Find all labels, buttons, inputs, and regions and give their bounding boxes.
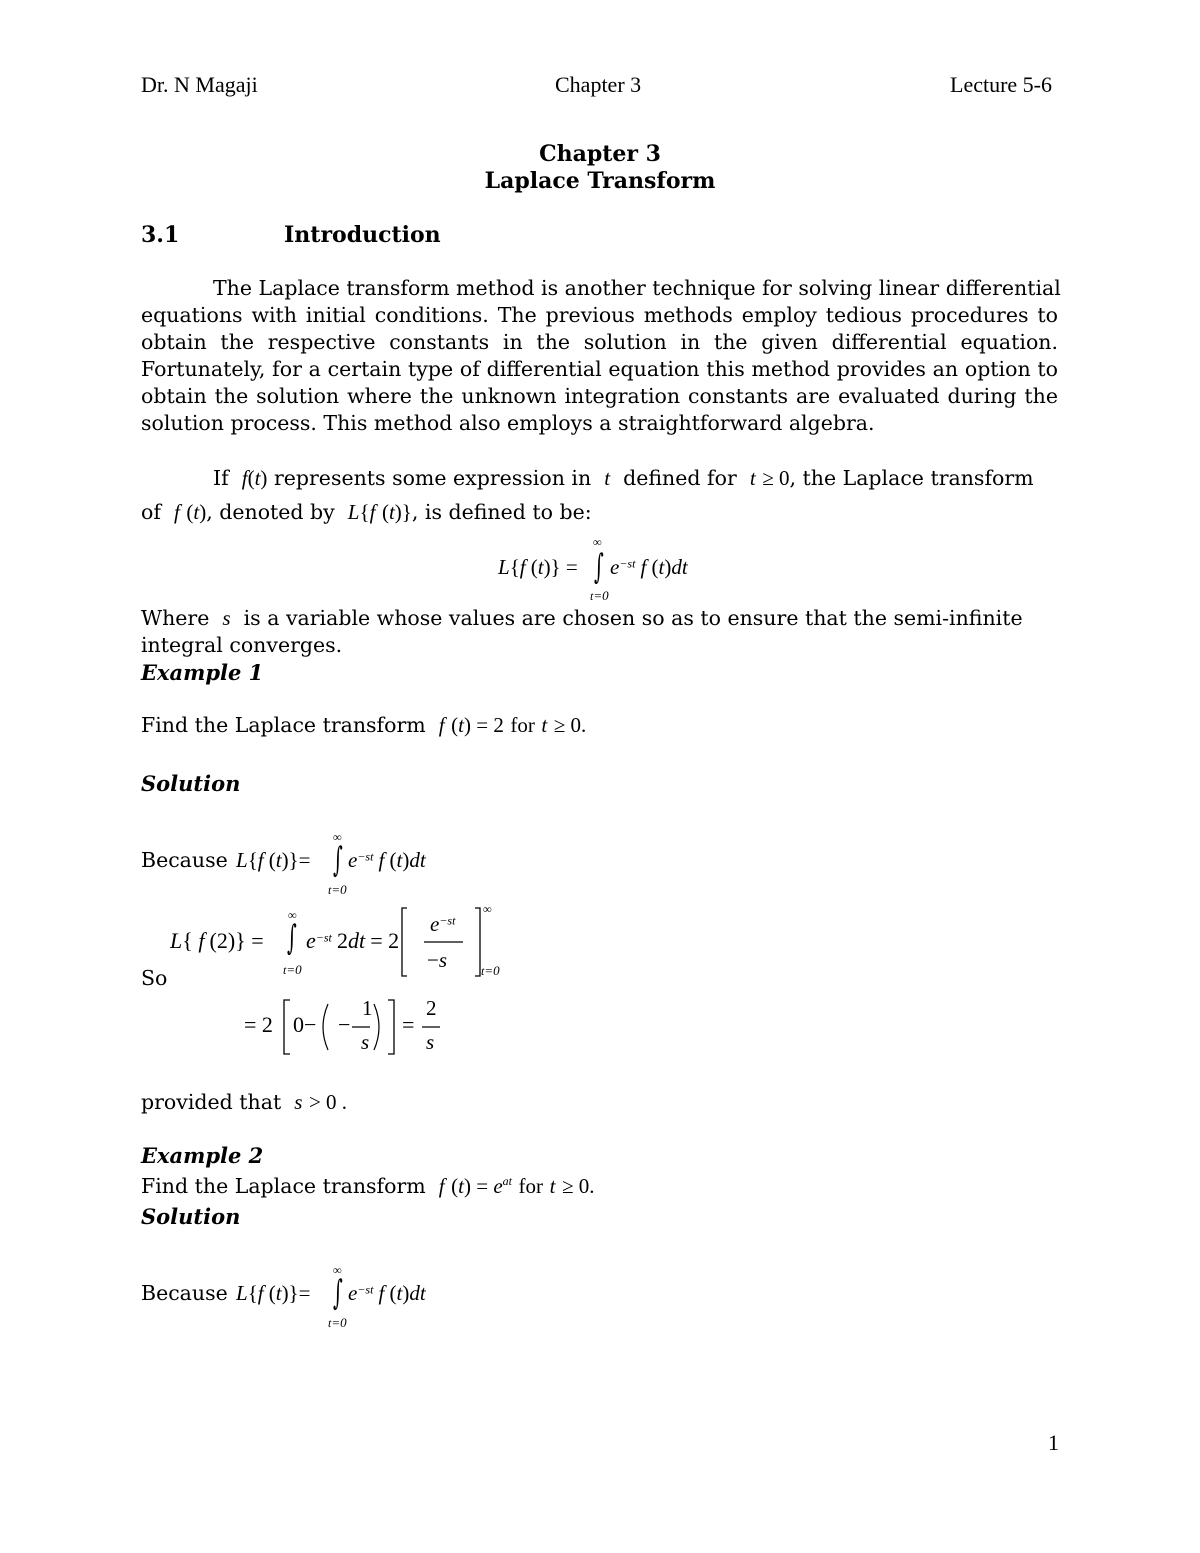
example-1-provided: provided that s > 0 . (141, 1090, 348, 1114)
intro-line: Fortunately, for a certain type of differential equation this method provides an option to (141, 357, 1058, 381)
example-2-solution-label: Solution (141, 1204, 241, 1229)
header-chapter: Chapter 3 (555, 72, 642, 97)
example-2-label: Example 2 (141, 1143, 264, 1168)
definition-denoted: , denoted by (206, 500, 335, 524)
definition-line-1: If f(t) represents some expression in t defined for t ≥ 0, the Laplace transform (213, 466, 1034, 490)
definition-line-2: of f (t), denoted by L{f (t)}, is defined to be: (141, 500, 592, 524)
section-number: 3.1 (141, 222, 180, 248)
definition-laplace: , the Laplace transform (789, 466, 1034, 490)
page-number: 1 (1048, 1430, 1059, 1455)
definition-if: If (213, 466, 229, 490)
intro-line: equations with initial conditions. The previous methods employ tedious procedures to (141, 303, 1058, 327)
example-1-label: Example 1 (141, 660, 264, 685)
intro-line: The Laplace transform method is another technique for solving linear differential (213, 276, 1061, 300)
intro-line: obtain the solution where the unknown integration constants are evaluated during the (141, 384, 1058, 408)
where-line-2: integral converges. (141, 633, 343, 657)
definition-defined-for: defined for (623, 466, 737, 490)
example-1-solution-label: Solution (141, 771, 241, 796)
chapter-subtitle: Laplace Transform (484, 168, 716, 194)
header-lecture: Lecture 5-6 (950, 72, 1052, 97)
definition-represents: represents some expression in (273, 466, 592, 490)
chapter-title: Chapter 3 (539, 141, 661, 167)
example-1-prompt: Find the Laplace transform f (t) = 2 for t ≥ 0. (141, 713, 587, 737)
math-f-of-t: f (241, 466, 248, 490)
example-2-prompt: Find the Laplace transform f $(t) = e^{at}$ for t ≥ 0. (141, 1174, 595, 1198)
definition-is-defined: , is defined to be: (411, 500, 592, 524)
where-line-1: Where s is a variable whose values are chosen so as to ensure that the semi-infinite (141, 606, 1023, 630)
header-author: Dr. N Magaji (141, 72, 258, 97)
intro-line: solution process. This method also employs a straightforward algebra. (141, 411, 875, 435)
definition-of: of (141, 500, 161, 524)
section-heading: Introduction (284, 222, 441, 248)
intro-line: obtain the respective constants in the solution in the given differential equation. (141, 330, 1058, 354)
